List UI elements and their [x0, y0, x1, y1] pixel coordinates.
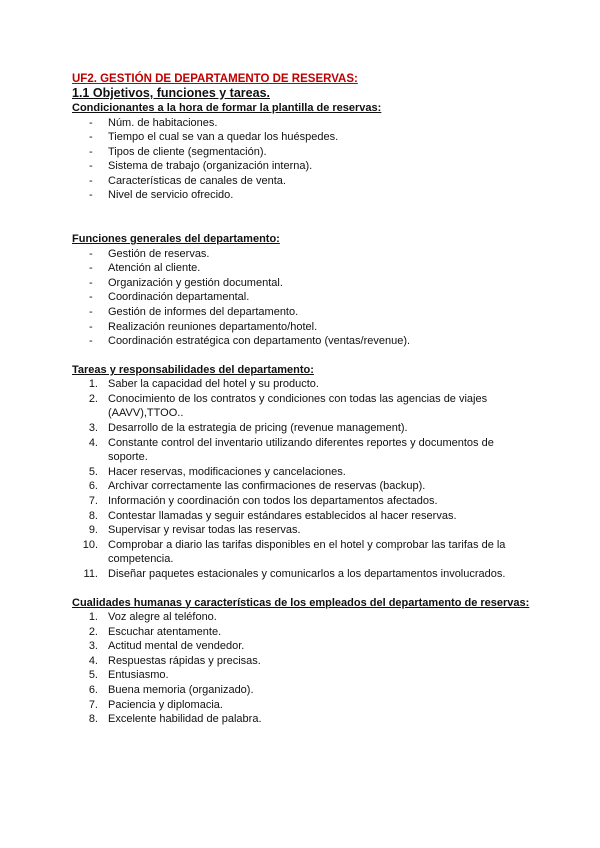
- list-number: 3.: [88, 422, 98, 434]
- bullet-marker: -: [89, 320, 93, 333]
- list-item-text: Información y coordinación con todos los departamentos afectados.: [108, 494, 438, 507]
- list-item-text: Tipos de cliente (segmentación).: [108, 145, 267, 158]
- list-item: [72, 494, 532, 509]
- list-item-text: Respuestas rápidas y precisas.: [108, 654, 261, 667]
- list-item-text: Realización reuniones departamento/hotel.: [108, 320, 318, 333]
- list-item-text: Contestar llamadas y seguir estándares establecidos al hacer reservas.: [108, 509, 457, 522]
- list-item: [72, 261, 532, 276]
- bullet-marker: -: [89, 291, 93, 304]
- list-number: 7.: [88, 494, 98, 507]
- list-item-text: Organización y gestión documental.: [108, 276, 283, 289]
- bullet-marker: -: [89, 262, 93, 275]
- numbered-list-tareas: [72, 377, 532, 581]
- list-item-text: Coordinación departamental.: [108, 291, 250, 304]
- list-number: 10.: [82, 538, 98, 551]
- list-number: 1.: [88, 378, 98, 391]
- bullet-list-condicionantes: [72, 116, 532, 204]
- list-item: [72, 436, 532, 465]
- bullet-marker: -: [89, 276, 93, 289]
- bullet-list-funciones: [72, 247, 532, 349]
- list-number: 8.: [88, 713, 98, 726]
- list-number: 6.: [88, 480, 98, 493]
- list-item-text: Coordinación estratégica con departamento (ventas/revenue).: [108, 335, 411, 348]
- list-number: 5.: [88, 669, 98, 682]
- list-item: [72, 130, 532, 145]
- list-number: 7.: [88, 698, 98, 711]
- list-item-text: Entusiasmo.: [108, 669, 169, 682]
- list-item: [72, 523, 532, 538]
- list-number: 2.: [88, 392, 98, 405]
- list-item-text: Diseñar paquetes estacionales y comunicarlos a los departamentos involucrados.: [108, 567, 506, 580]
- list-item: [72, 116, 532, 131]
- list-item: [72, 538, 532, 567]
- list-item-text: Archivar correctamente las confirmaciones de reservas (backup).: [108, 480, 426, 493]
- list-item-text: Constante control del inventario utilizando diferentes reportes y documentos de soporte.: [108, 436, 494, 464]
- list-item: [72, 159, 532, 174]
- bullet-marker: -: [89, 335, 93, 348]
- list-item-text: Características de canales de venta.: [108, 174, 286, 187]
- list-item: [72, 174, 532, 189]
- list-item-text: Sistema de trabajo (organización interna).: [108, 160, 313, 173]
- list-item: [72, 698, 532, 713]
- list-item: [72, 145, 532, 160]
- list-number: 8.: [88, 509, 98, 522]
- list-number: 11.: [83, 567, 98, 580]
- list-number: 4.: [88, 654, 98, 667]
- list-item: [72, 668, 532, 683]
- list-number: 2.: [88, 625, 98, 638]
- document-title: UF2. GESTIÓN DE DEPARTAMENTO DE RESERVAS:: [72, 73, 358, 85]
- list-number: 5.: [88, 465, 98, 478]
- document-subtitle: 1.1 Objetivos, funciones y tareas.: [72, 86, 270, 100]
- bullet-marker: -: [89, 189, 93, 202]
- list-item-text: Saber la capacidad del hotel y su producto.: [108, 378, 319, 391]
- bullet-marker: -: [89, 131, 93, 144]
- list-item: [72, 479, 532, 494]
- list-item: [72, 188, 532, 203]
- list-item: [72, 625, 532, 640]
- list-item-text: Nivel de servicio ofrecido.: [108, 189, 234, 202]
- list-item-text: Buena memoria (organizado).: [108, 684, 254, 696]
- list-item: [72, 305, 532, 320]
- numbered-list-cualidades: [72, 610, 532, 727]
- list-item-text: Gestión de reservas.: [108, 247, 210, 260]
- section-heading-funciones: Funciones generales del departamento:: [72, 233, 280, 246]
- list-item: [72, 639, 532, 654]
- bullet-marker: -: [89, 160, 93, 173]
- bullet-marker: -: [89, 247, 93, 260]
- list-item: [72, 247, 532, 262]
- bullet-marker: -: [89, 305, 93, 318]
- bullet-marker: -: [89, 116, 93, 129]
- list-number: 9.: [88, 524, 98, 537]
- list-item: [72, 392, 532, 421]
- list-item-text: Actitud mental de vendedor.: [108, 640, 245, 653]
- list-item: [72, 683, 532, 698]
- list-item: [72, 320, 532, 335]
- document-page: [72, 72, 532, 727]
- bullet-marker: -: [89, 174, 93, 187]
- section-heading-tareas: Tareas y responsabilidades del departamento:: [72, 363, 314, 376]
- list-number: 6.: [88, 684, 98, 696]
- list-item-text: Excelente habilidad de palabra.: [108, 713, 262, 726]
- list-item: [72, 610, 532, 625]
- list-item: [72, 567, 532, 582]
- list-number: 4.: [88, 436, 98, 449]
- list-item-text: Paciencia y diplomacia.: [108, 698, 223, 711]
- list-item: [72, 290, 532, 305]
- list-item: [72, 509, 532, 524]
- list-item: [72, 421, 532, 436]
- list-item: [72, 334, 532, 349]
- list-number: 3.: [88, 640, 98, 653]
- list-item-text: Conocimiento de los contratos y condiciones con todas las agencias de viajes (AAVV),TTOO..: [108, 392, 488, 420]
- list-item: [72, 276, 532, 291]
- bullet-marker: -: [89, 145, 93, 158]
- list-item-text: Escuchar atentamente.: [108, 625, 222, 638]
- list-item-text: Supervisar y revisar todas las reservas.: [108, 524, 301, 537]
- list-item: [72, 377, 532, 392]
- section-heading-condicionantes: Condicionantes a la hora de formar la plantilla de reservas:: [72, 102, 382, 114]
- list-item: [72, 712, 532, 727]
- list-item-text: Atención al cliente.: [108, 262, 201, 275]
- list-item: [72, 654, 532, 669]
- list-item-text: Tiempo el cual se van a quedar los huéspedes.: [108, 131, 339, 144]
- list-item-text: Gestión de informes del departamento.: [108, 305, 299, 318]
- section-spacer: [72, 203, 532, 232]
- list-item: [72, 465, 532, 480]
- list-item-text: Desarrollo de la estrategia de pricing (revenue management).: [108, 422, 408, 434]
- section-spacer: [72, 582, 532, 596]
- list-item-text: Comprobar a diario las tarifas disponibles en el hotel y comprobar las tarifas de la competencia.: [108, 538, 506, 566]
- list-item-text: Voz alegre al teléfono.: [108, 611, 217, 624]
- section-spacer: [72, 349, 532, 363]
- list-number: 1.: [88, 611, 98, 624]
- list-item-text: Núm. de habitaciones.: [108, 116, 218, 129]
- list-item-text: Hacer reservas, modificaciones y cancelaciones.: [108, 465, 346, 478]
- section-heading-cualidades: Cualidades humanas y características de los empleados del departamento de reservas:: [72, 596, 530, 609]
